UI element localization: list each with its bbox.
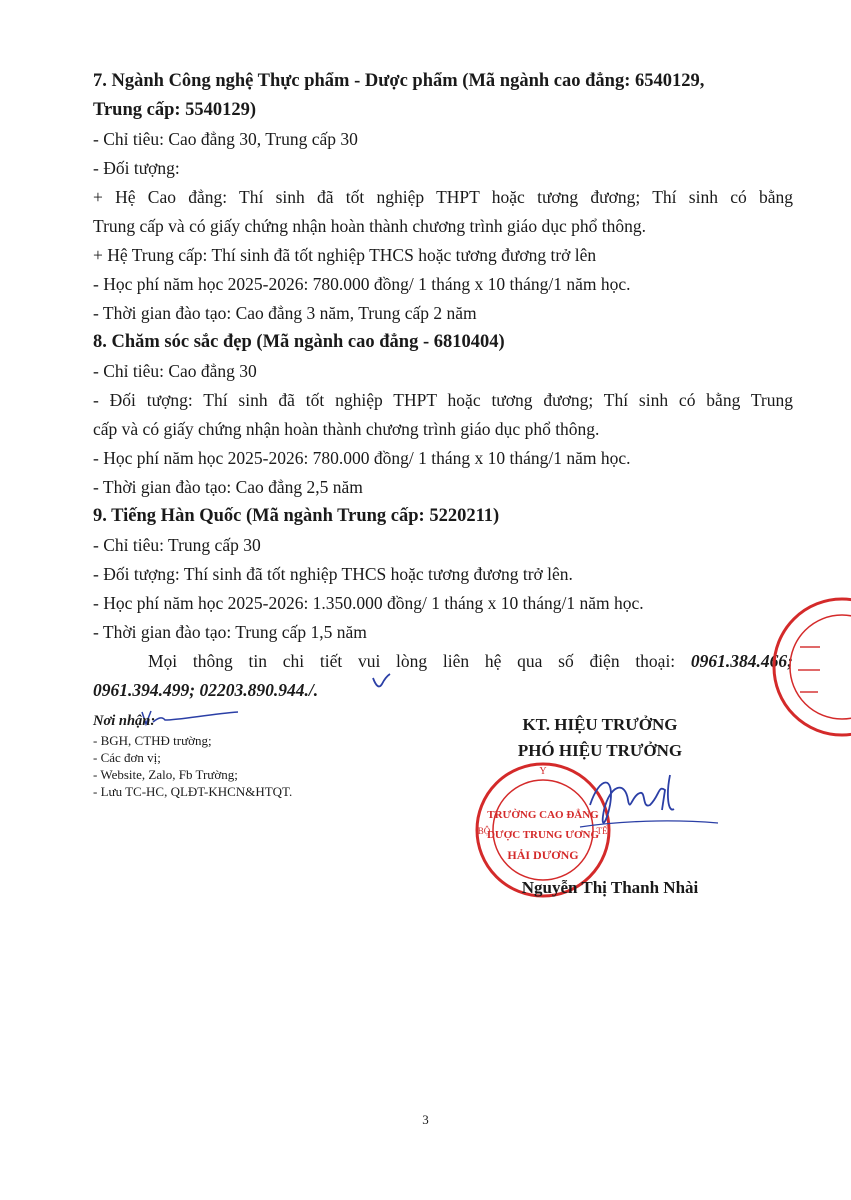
recipient-item: - Website, Zalo, Fb Trường;: [93, 767, 238, 782]
section-7-target-college-cont: Trung cấp và có giấy chứng nhận hoàn thành chương trình giáo dục phổ thông.: [93, 216, 646, 236]
stamp-line-2: DƯỢC TRUNG ƯƠNG: [486, 829, 600, 841]
section-8-quota: - Chỉ tiêu: Cao đẳng 30: [93, 361, 257, 381]
stamp-line-3: HẢI DƯƠNG: [507, 848, 579, 862]
stamp-ring-right: TẾ: [596, 826, 608, 836]
signer-name: Nguyễn Thị Thanh Nhài: [521, 878, 699, 897]
section-8-heading: 8. Chăm sóc sắc đẹp (Mã ngành cao đẳng - 6810404): [93, 332, 505, 352]
section-7-quota: - Chỉ tiêu: Cao đẳng 30, Trung cấp 30: [93, 129, 358, 149]
section-8-duration: - Thời gian đào tạo: Cao đẳng 2,5 năm: [93, 477, 363, 497]
section-9-quota: - Chỉ tiêu: Trung cấp 30: [93, 535, 261, 555]
section-7-target-label: - Đối tượng:: [93, 158, 180, 178]
stamp-ring-top: Y: [539, 766, 547, 777]
signature-title: KT. HIỆU TRƯỞNG: [522, 715, 678, 734]
signature-subtitle: PHÓ HIỆU TRƯỞNG: [517, 741, 683, 760]
stamp-line-1: TRƯỜNG CAO ĐẲNG: [487, 809, 599, 821]
page-number: 3: [422, 1112, 429, 1127]
recipient-item: - Lưu TC-HC, QLĐT-KHCN&HTQT.: [93, 784, 293, 799]
section-8-tuition: - Học phí năm học 2025-2026: 780.000 đồng/ 1 tháng x 10 tháng/1 năm học.: [93, 448, 631, 468]
contact-line: [93, 647, 793, 676]
section-7-heading-cont: Trung cấp: 5540129): [93, 100, 257, 120]
section-9-heading: 9. Tiếng Hàn Quốc (Mã ngành Trung cấp: 5220211): [93, 506, 500, 526]
contact-text: Mọi thông tin chi tiết vui lòng liên hệ qua số điện thoại:: [148, 651, 676, 671]
section-7-target-intermediate: + Hệ Trung cấp: Thí sinh đã tốt nghiệp THCS hoặc tương đương trở lên: [93, 245, 597, 265]
section-9-tuition: - Học phí năm học 2025-2026: 1.350.000 đồng/ 1 tháng x 10 tháng/1 năm học.: [93, 593, 644, 613]
recipient-item: - BGH, CTHĐ trường;: [93, 733, 212, 748]
contact-line-cont: [93, 676, 793, 705]
section-9-target: - Đối tượng: Thí sinh đã tốt nghiệp THCS hoặc tương đương trở lên.: [93, 564, 573, 584]
partial-seal-icon: [770, 592, 851, 742]
stamp-ring-left: BỘ: [477, 826, 491, 836]
recipient-item: - Các đơn vị;: [93, 750, 161, 765]
section-7-tuition: - Học phí năm học 2025-2026: 780.000 đồng/ 1 tháng x 10 tháng/1 năm học.: [93, 274, 631, 294]
recipients-block: [93, 710, 423, 800]
section-8-target: - Đối tượng: Thí sinh đã tốt nghiệp THPT hoặc tương đương; Thí sinh có bằng Trung: [93, 390, 793, 410]
document-body: [93, 67, 793, 705]
initial-tick-icon: [370, 670, 392, 692]
section-9-duration: - Thời gian đào tạo: Trung cấp 1,5 năm: [93, 622, 367, 642]
handwritten-signature-icon: [570, 765, 720, 845]
section-7-duration: - Thời gian đào tạo: Cao đẳng 3 năm, Trung cấp 2 năm: [93, 303, 477, 323]
contact-phone-1: 0961.384.466;: [690, 651, 793, 671]
signature-block: [470, 712, 730, 764]
section-7-heading: 7. Ngành Công nghệ Thực phẩm - Dược phẩm (Mã ngành cao đẳng: 6540129,: [93, 71, 705, 91]
section-8-target-cont: cấp và có giấy chứng nhận hoàn thành chương trình giáo dục phổ thông.: [93, 419, 600, 439]
recipients-title: Nơi nhận:: [93, 713, 156, 729]
section-7-target-college: + Hệ Cao đẳng: Thí sinh đã tốt nghiệp THPT hoặc tương đương; Thí sinh có bằng: [93, 187, 793, 207]
contact-phones: 0961.394.499; 02203.890.944./.: [93, 680, 319, 700]
